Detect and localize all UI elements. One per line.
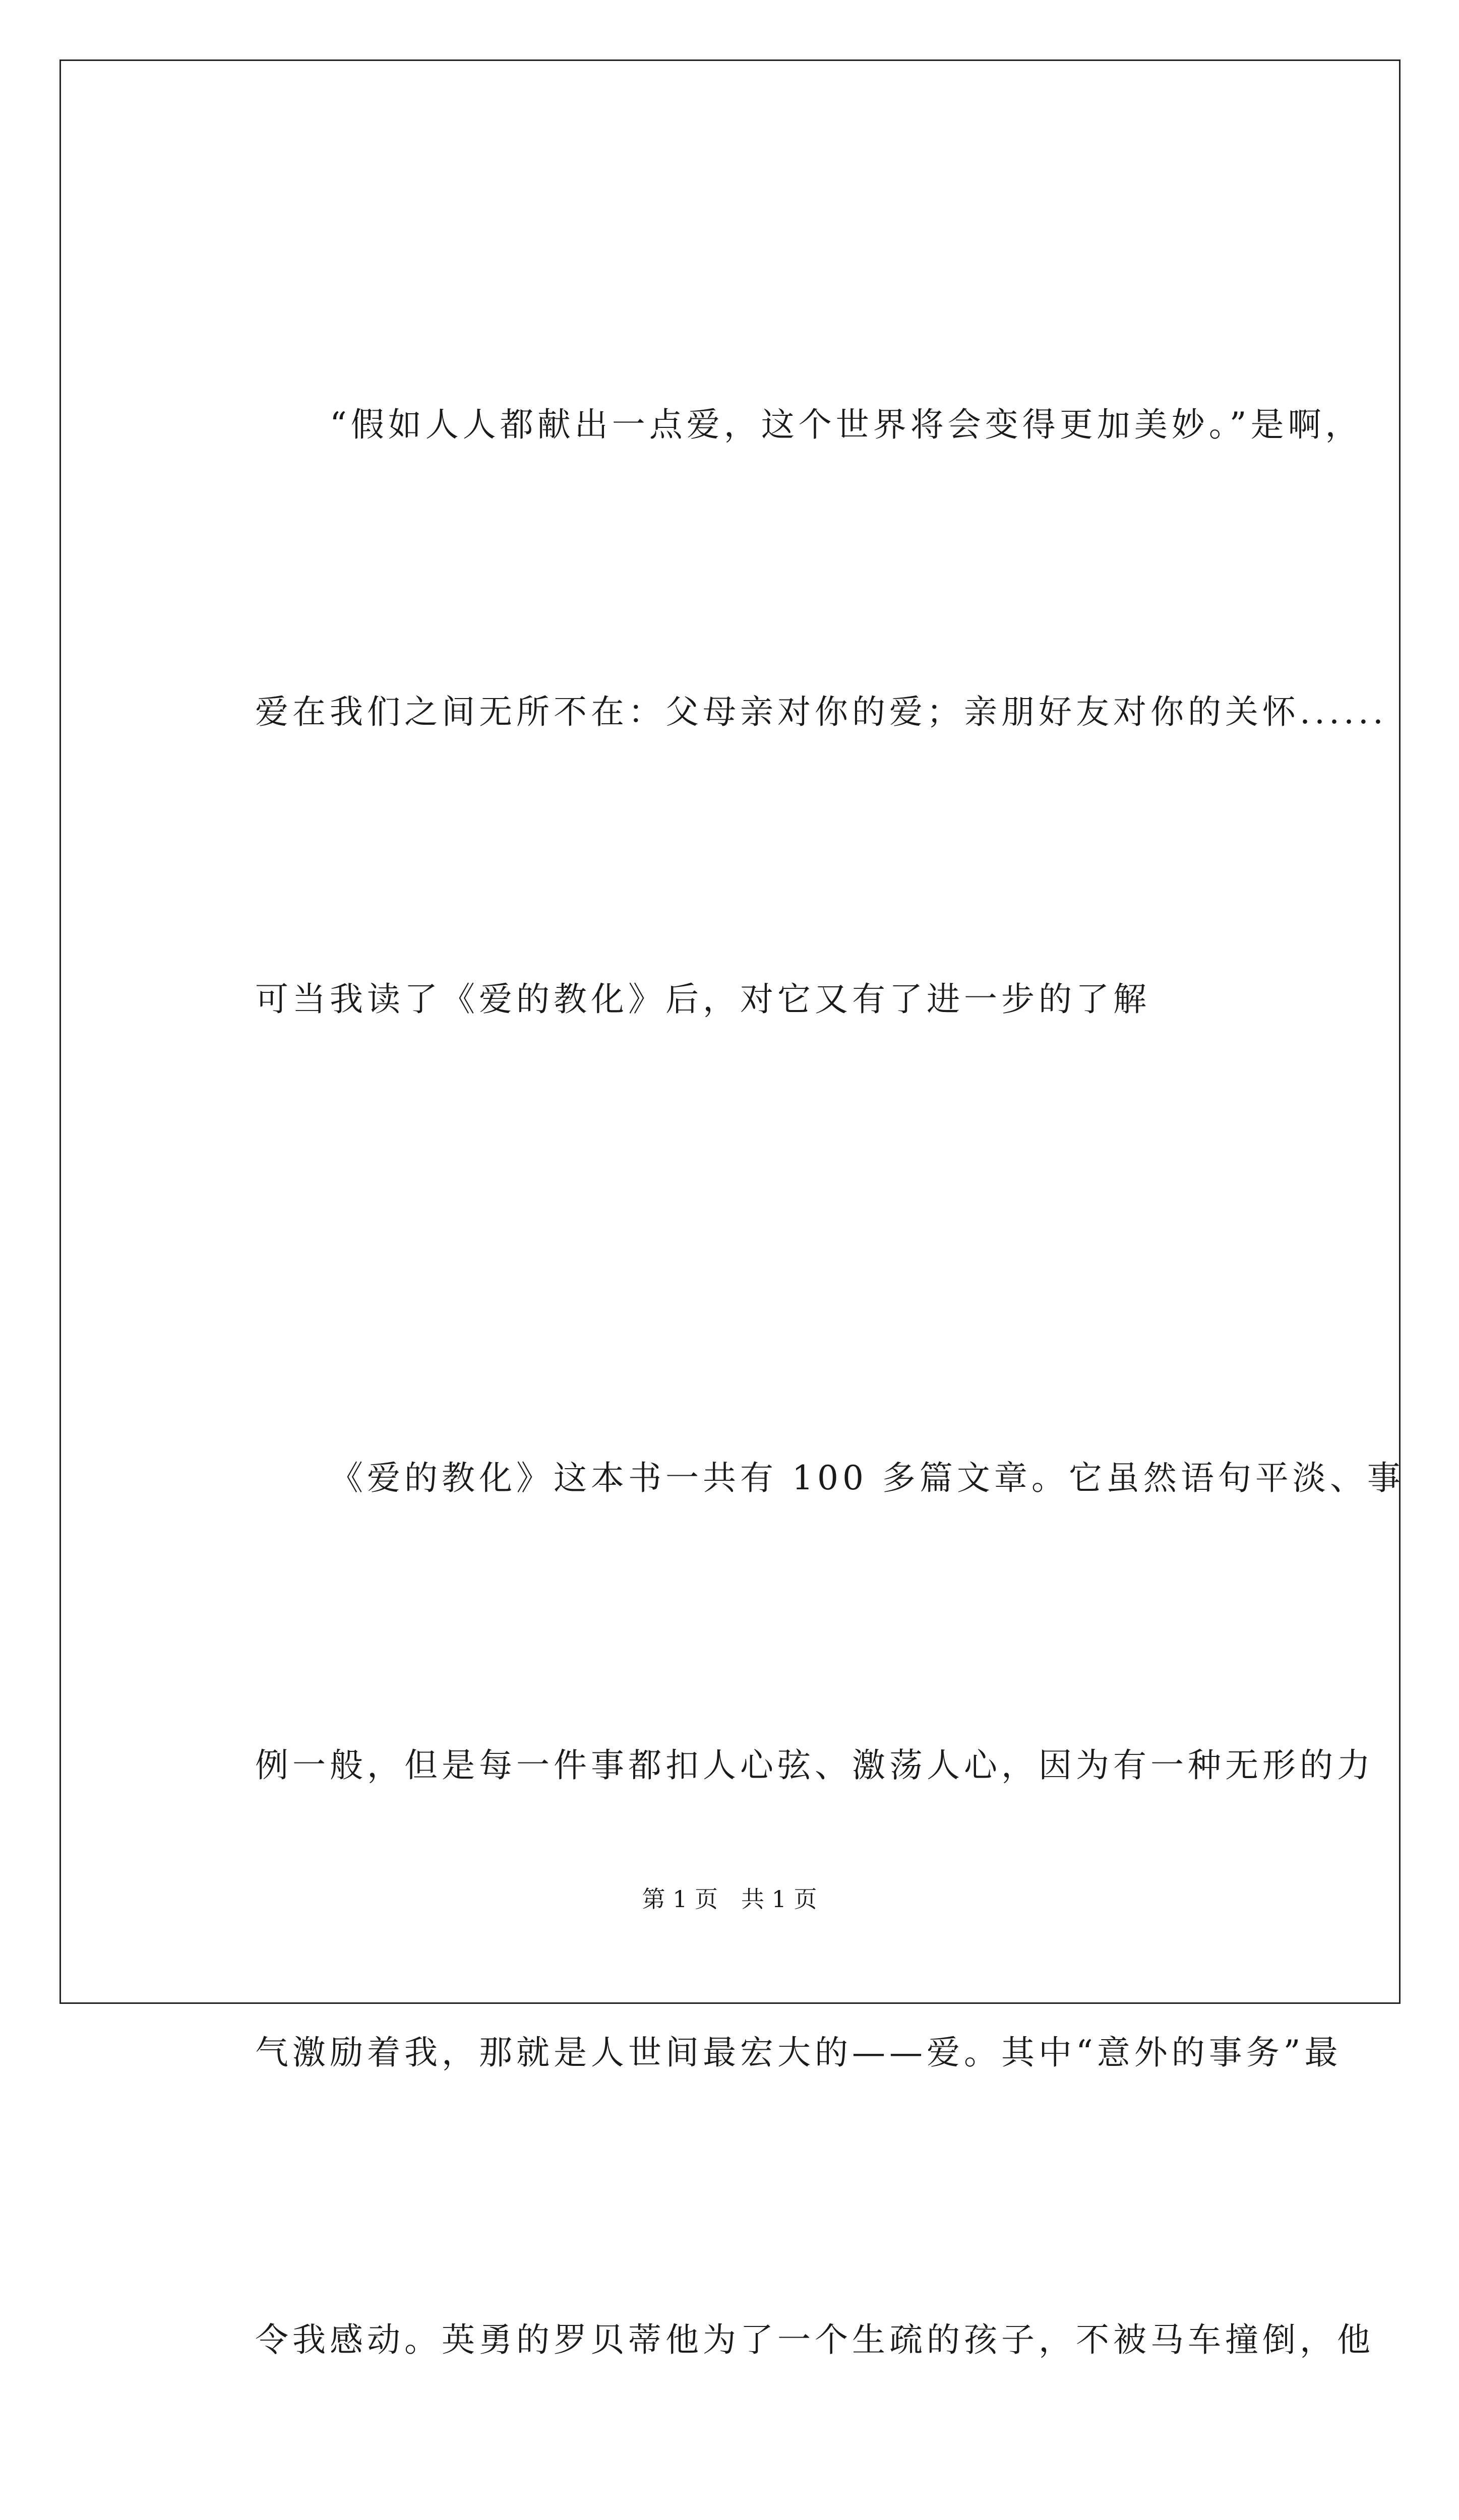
text-line: 例一般，但是每一件事都扣人心弦、激荡人心，因为有一种无形的力: [255, 1746, 1374, 1785]
text-line: 《爱的教化》这本书一共有 100 多篇文章。它虽然语句平淡、事: [330, 1459, 1405, 1497]
text-line: “假如人人都献出一点爱，这个世界将会变得更加美妙。”是啊，: [330, 405, 1363, 444]
text-line: 气激励着我，那就是人世间最宏大的——爱。其中“意外的事务”最: [255, 2033, 1342, 2072]
text-line: 可当我读了《爱的教化》后，对它又有了进一步的了解: [255, 980, 1150, 1019]
document-body: [180, 185, 1405, 2520]
paragraph-2: [180, 1239, 1405, 2520]
paragraph-1: [180, 185, 1387, 1239]
page-number-footer: 第 1 页 共 1 页: [642, 1885, 817, 1913]
text-line: 令我感动。英勇的罗贝蒂他为了一个生疏的孩子，不被马车撞倒，他: [255, 2320, 1374, 2359]
text-line: 爱在我们之间无所不在：父母亲对你的爱；亲朋好友对你的关怀......: [255, 692, 1387, 731]
